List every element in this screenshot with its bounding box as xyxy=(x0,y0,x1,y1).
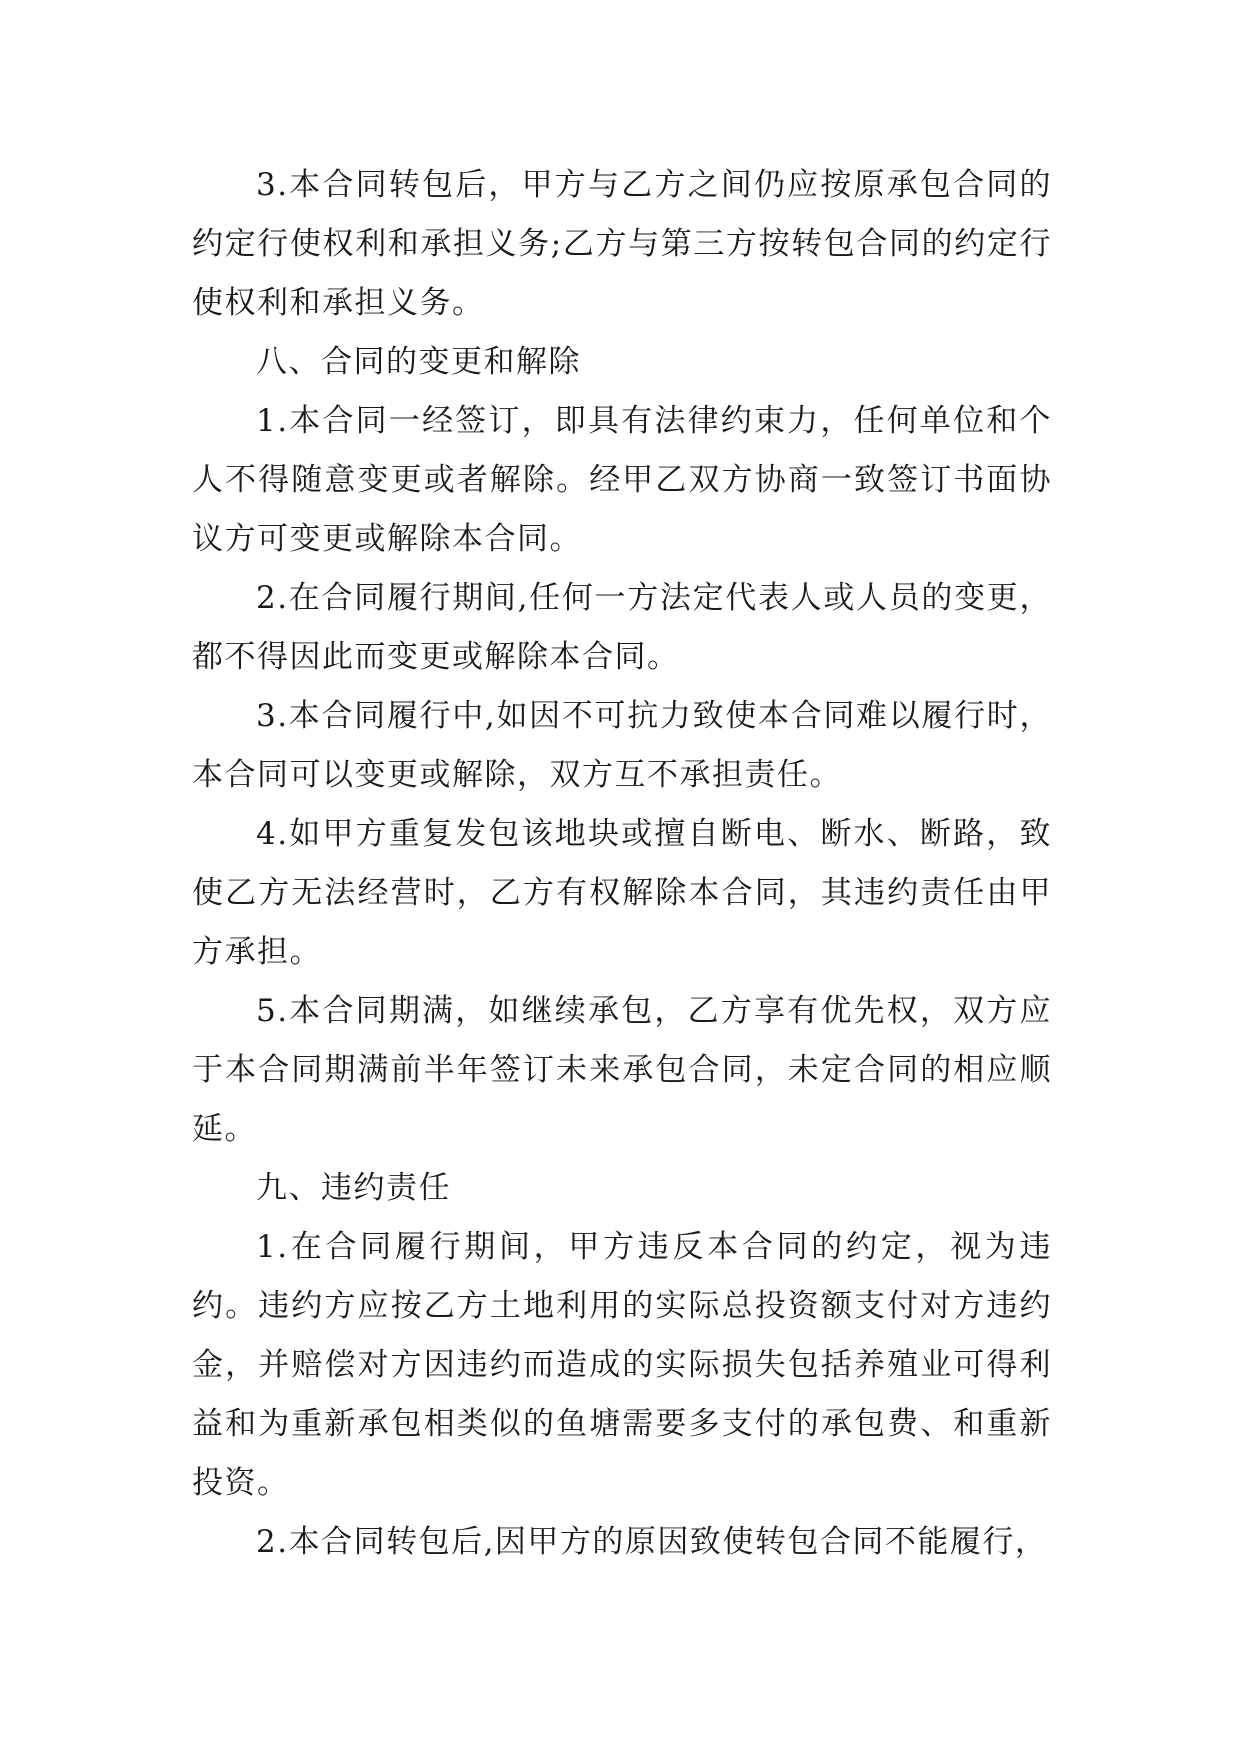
section-heading-9: 九、违约责任 xyxy=(256,1170,451,1206)
contract-body xyxy=(192,156,1052,1572)
clause-8-4: 4.如甲方重复发包该地块或擅自断电、断水、断路，致使乙方无法经营时，乙方有权解除本合同，其违约责任由甲方承担。 xyxy=(192,816,1052,970)
clause-8-5: 5.本合同期满，如继续承包，乙方享有优先权，双方应于本合同期满前半年签订未来承包合同，未定合同的相应顺延。 xyxy=(192,993,1052,1147)
clause-9-2: 2.本合同转包后,因甲方的原因致使转包合同不能履行， xyxy=(256,1524,1048,1560)
clause-8-3: 3.本合同履行中,如因不可抗力致使本合同难以履行时，本合同可以变更或解除，双方互不承担责任。 xyxy=(192,698,1052,793)
section-heading-8: 八、合同的变更和解除 xyxy=(256,344,581,380)
clause-9-1: 1.在合同履行期间，甲方违反本合同的约定，视为违约。违约方应按乙方土地利用的实际总投资额支付对方违约金，并赔偿对方因违约而造成的实际损失包括养殖业可得利益和为重新承包相类似的鱼塘需要多支付的承包费、和重新投资。 xyxy=(192,1229,1052,1501)
clause-7-3: 3.本合同转包后，甲方与乙方之间仍应按原承包合同的约定行使权利和承担义务;乙方与第三方按转包合同的约定行使权利和承担义务。 xyxy=(192,167,1052,321)
clause-8-2: 2.在合同履行期间,任何一方法定代表人或人员的变更，都不得因此而变更或解除本合同。 xyxy=(192,580,1052,675)
clause-8-1: 1.本合同一经签订，即具有法律约束力，任何单位和个人不得随意变更或者解除。经甲乙双方协商一致签订书面协议方可变更或解除本合同。 xyxy=(192,403,1052,557)
